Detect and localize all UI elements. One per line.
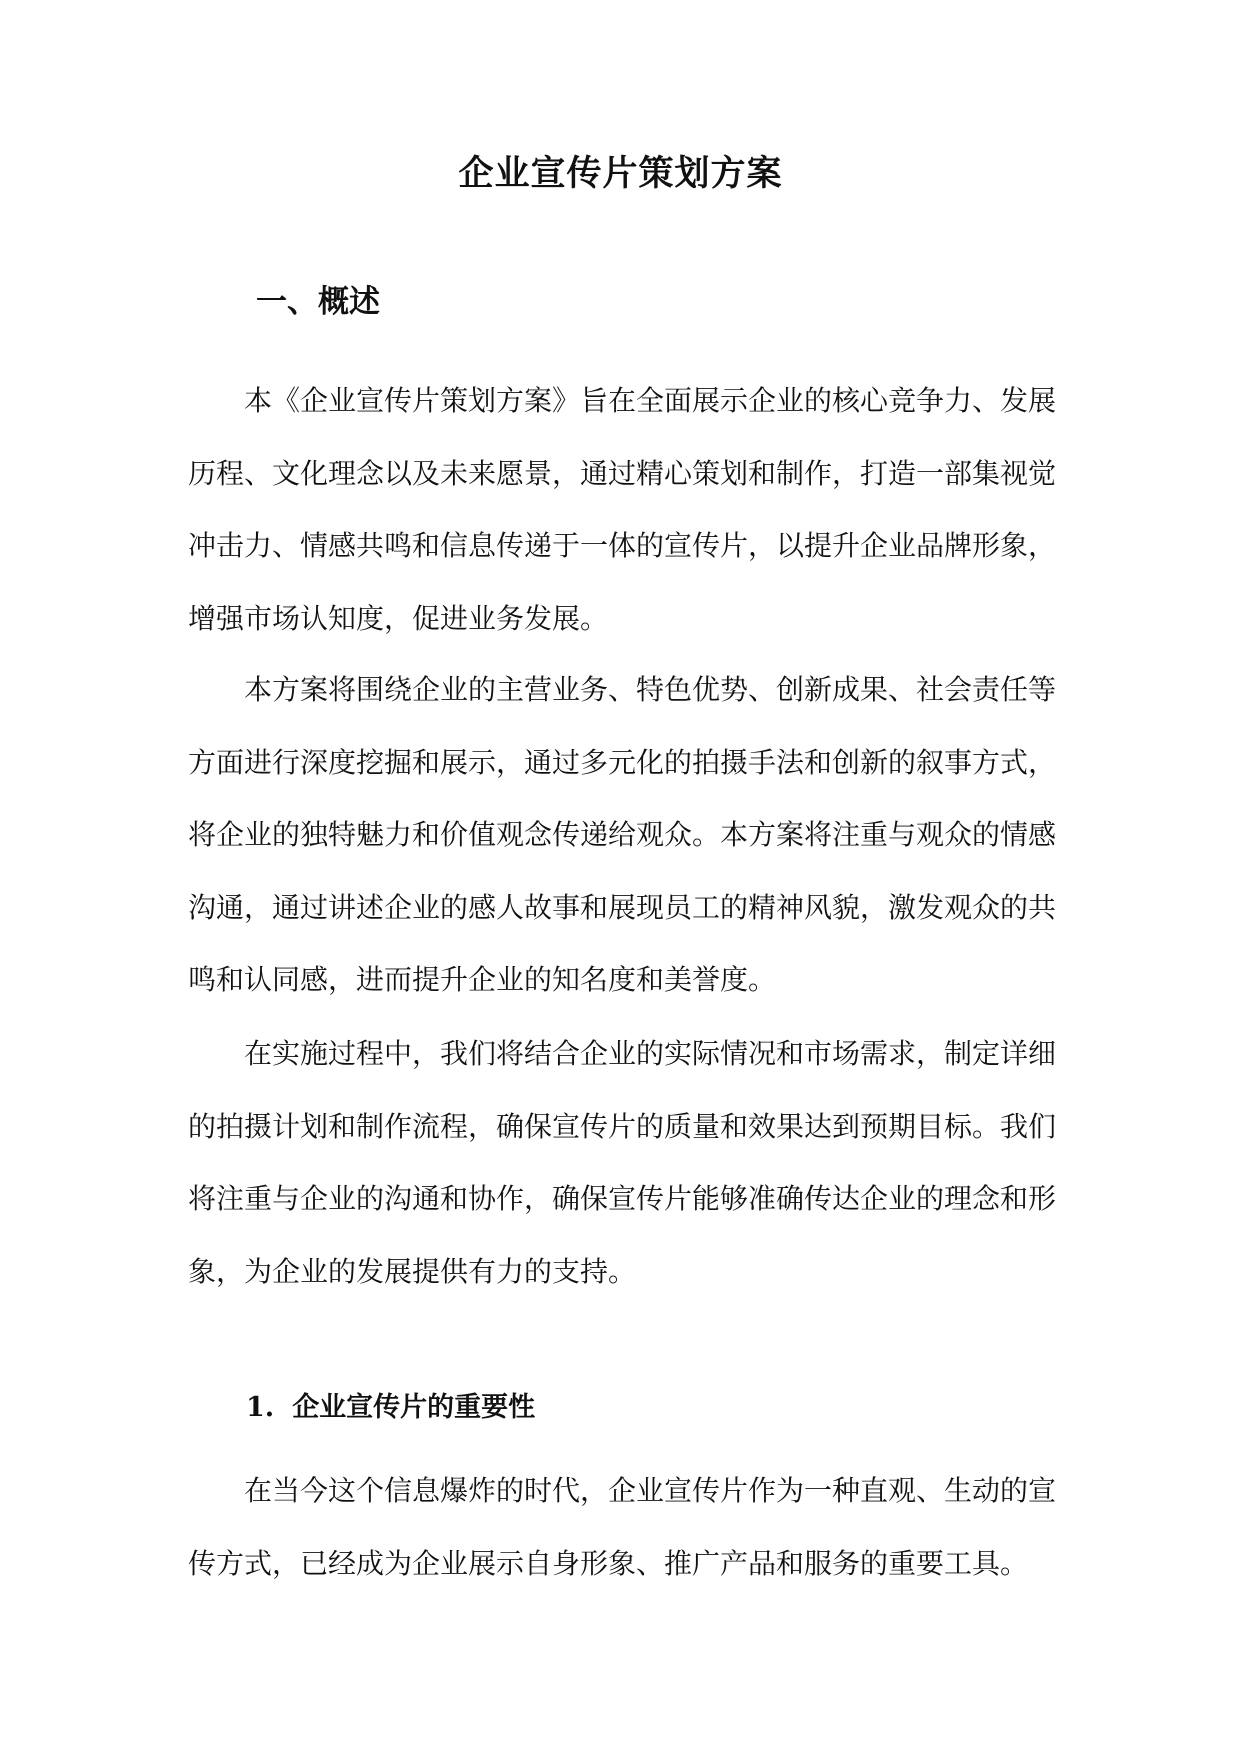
- subsection-title: 企业宣传片的重要性: [292, 1392, 536, 1423]
- body-paragraph: 本方案将围绕企业的主营业务、特色优势、创新成果、社会责任等方面进行深度挖掘和展示，通过多元化的拍摄手法和创新的叙事方式，将企业的独特魅力和价值观念传递给观众。本方案将注重与观众的情感沟通，通过讲述企业的感人故事和展现员工的精神风貌，激发观众的共鸣和认同感，进而提升企业的知名度和美誉度。: [188, 673, 1057, 996]
- subsection-number: 1.: [246, 1392, 275, 1423]
- body-paragraph: 在实施过程中，我们将结合企业的实际情况和市场需求，制定详细的拍摄计划和制作流程，确保宣传片的质量和效果达到预期目标。我们将注重与企业的沟通和协作，确保宣传片能够准确传达企业的理念和形象，为企业的发展提供有力的支持。: [188, 1037, 1057, 1288]
- body-paragraph: 在当今这个信息爆炸的时代，企业宣传片作为一种直观、生动的宣传方式，已经成为企业展示自身形象、推广产品和服务的重要工具。: [188, 1474, 1057, 1580]
- subsection-heading: [246, 1382, 535, 1434]
- section-heading-overview: 一、概述: [256, 284, 380, 320]
- document-title: 企业宣传片策划方案: [458, 153, 783, 194]
- body-paragraph: 本《企业宣传片策划方案》旨在全面展示企业的核心竞争力、发展历程、文化理念以及未来愿景，通过精心策划和制作，打造一部集视觉冲击力、情感共鸣和信息传递于一体的宣传片，以提升企业品牌形象，增强市场认知度，促进业务发展。: [188, 384, 1057, 635]
